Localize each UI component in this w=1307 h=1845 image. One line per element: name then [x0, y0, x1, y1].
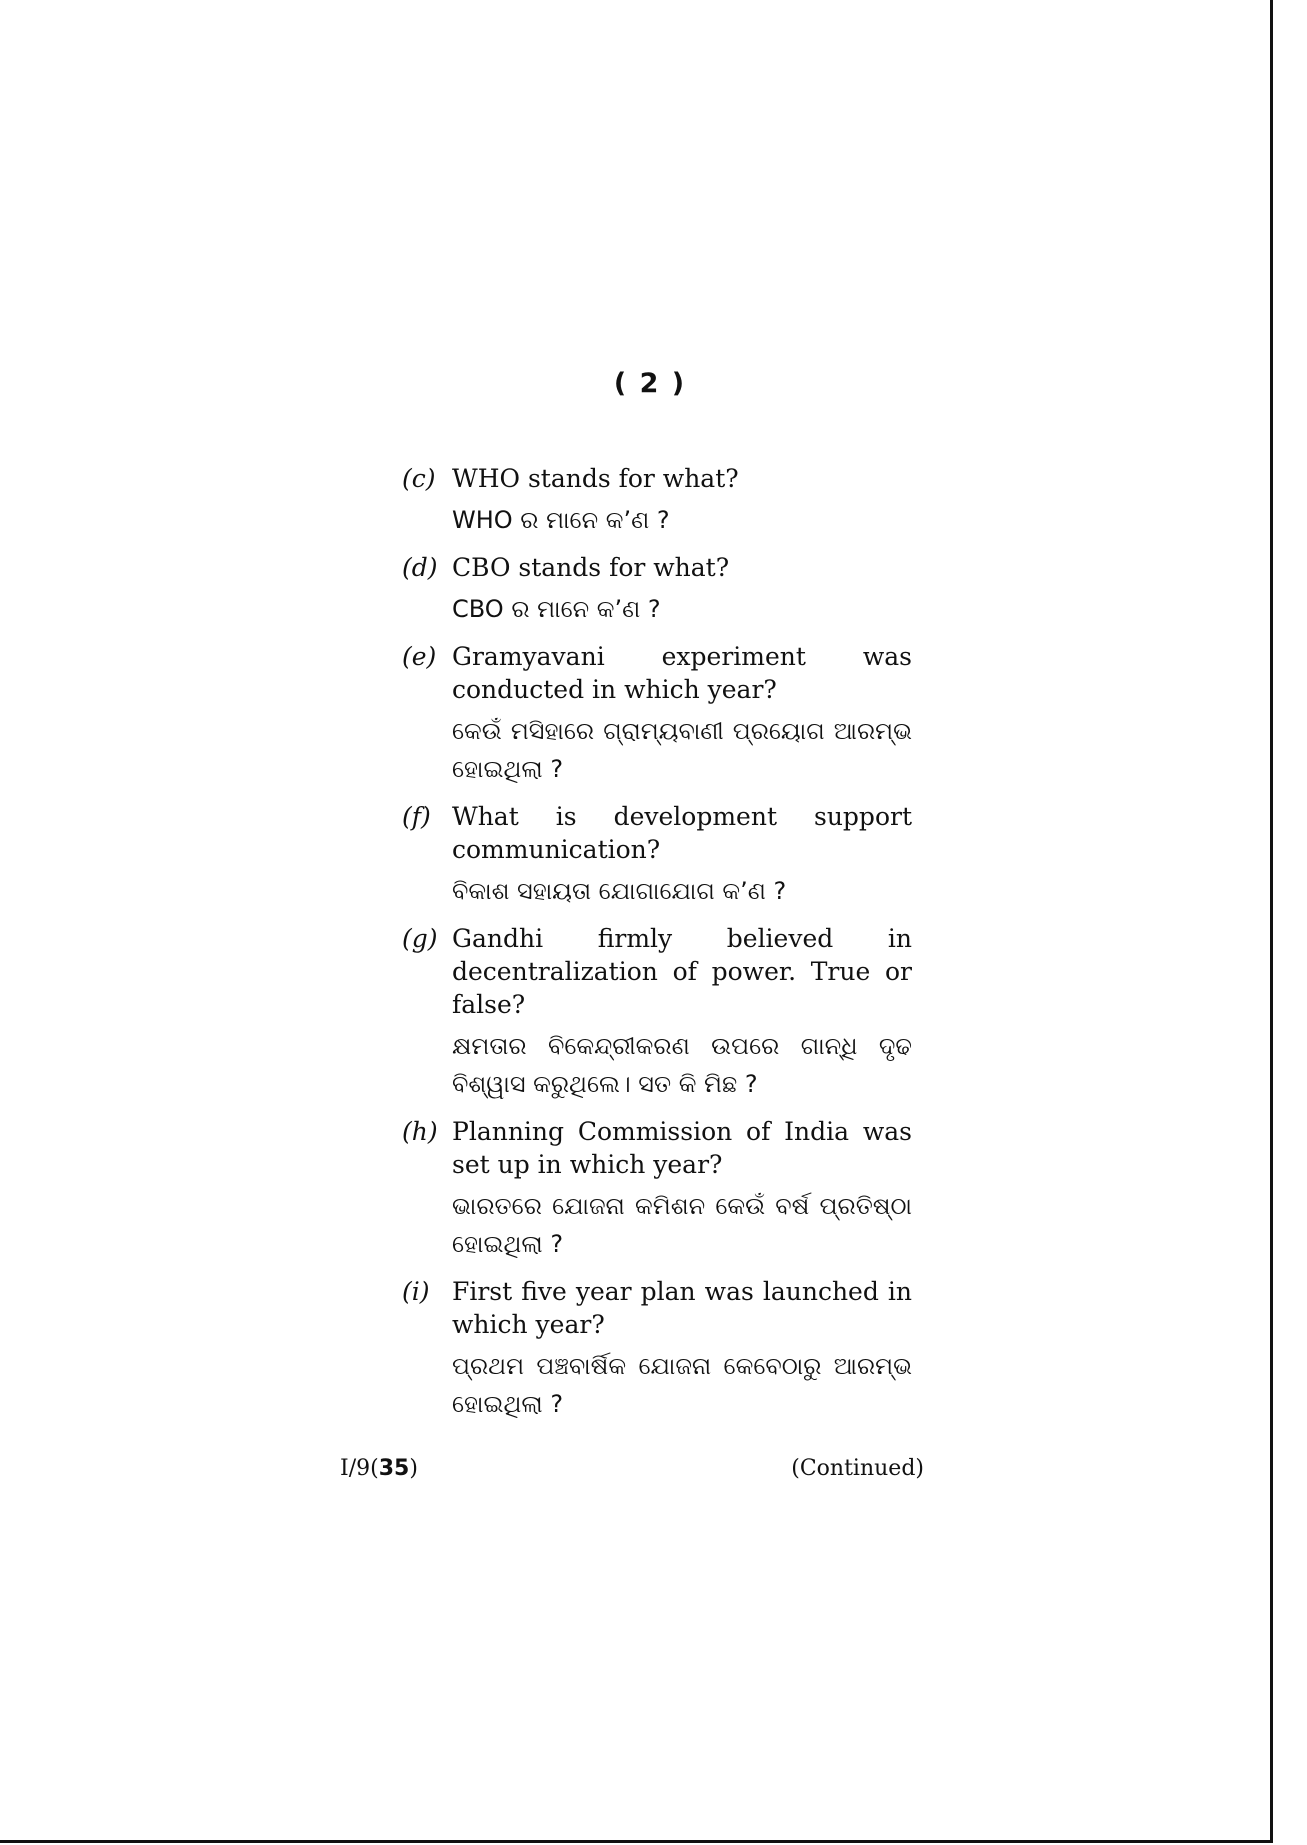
- question-odia: WHO ର ମାନେ କ’ଣ ?: [452, 506, 670, 534]
- paper-code-prefix: I/9(: [340, 1456, 379, 1481]
- question-body: [452, 922, 912, 1103]
- paper-code-number: 35: [378, 1456, 410, 1481]
- question-f: [402, 800, 912, 910]
- question-odia: CBO ର ମାନେ କ’ଣ ?: [452, 595, 661, 623]
- question-english: Gramyavani experiment was conducted in which year?: [452, 642, 912, 704]
- question-body: [452, 1275, 912, 1423]
- question-e: [402, 640, 912, 788]
- question-english: Planning Commission of India was set up in which year?: [452, 1117, 912, 1179]
- question-body: [452, 800, 912, 910]
- question-label: (g): [402, 924, 438, 953]
- question-odia: କ୍ଷମତାର ବିକେନ୍ଦ୍ରୀକରଣ ଉପରେ ଗାନ୍ଧି ଦୃଢ ବିଶ୍ୱାସ କରୁଥିଲେ। ସତ କି ମିଛ ?: [452, 1032, 912, 1098]
- question-body: [452, 640, 912, 788]
- continued-label: (Continued): [791, 1456, 924, 1481]
- question-d: [402, 551, 912, 628]
- question-label: (d): [402, 553, 438, 582]
- paper-code-suffix: ): [409, 1456, 418, 1481]
- question-english: CBO stands for what?: [452, 553, 730, 582]
- question-label: (c): [402, 464, 436, 493]
- paper-code: [340, 1456, 418, 1481]
- question-body: [452, 462, 912, 539]
- question-i: [402, 1275, 912, 1423]
- question-body: [452, 1115, 912, 1263]
- page-number: ( 2 ): [613, 368, 687, 399]
- question-list: [402, 462, 912, 1435]
- question-label: (i): [402, 1277, 430, 1306]
- question-c: [402, 462, 912, 539]
- question-english: WHO stands for what?: [452, 464, 739, 493]
- question-label: (e): [402, 642, 437, 671]
- question-english: First five year plan was launched in which year?: [452, 1277, 912, 1339]
- question-odia: ବିକାଶ ସହାୟତା ଯୋଗାଯୋଗ କ’ଣ ?: [452, 877, 787, 905]
- question-english: Gandhi firmly believed in decentralization of power. True or false?: [452, 924, 912, 1019]
- question-label: (h): [402, 1117, 438, 1146]
- question-g: [402, 922, 912, 1103]
- question-english: What is development support communication?: [452, 802, 912, 864]
- question-odia: ଭାରତରେ ଯୋଜନା କମିଶନ କେଉଁ ବର୍ଷ ପ୍ରତିଷ୍ଠା ହୋଇଥିଲା ?: [452, 1192, 912, 1258]
- question-odia: କେଉଁ ମସିହାରେ ଗ୍ରାମ୍ୟବାଣୀ ପ୍ରୟୋଗ ଆରମ୍ଭ ହୋଇଥିଲା ?: [452, 717, 912, 783]
- question-h: [402, 1115, 912, 1263]
- question-body: [452, 551, 912, 628]
- question-label: (f): [402, 802, 431, 831]
- question-odia: ପ୍ରଥମ ପଞ୍ଚବାର୍ଷିକ ଯୋଜନା କେବେଠାରୁ ଆରମ୍ଭ ହୋଇଥିଲା ?: [452, 1352, 912, 1418]
